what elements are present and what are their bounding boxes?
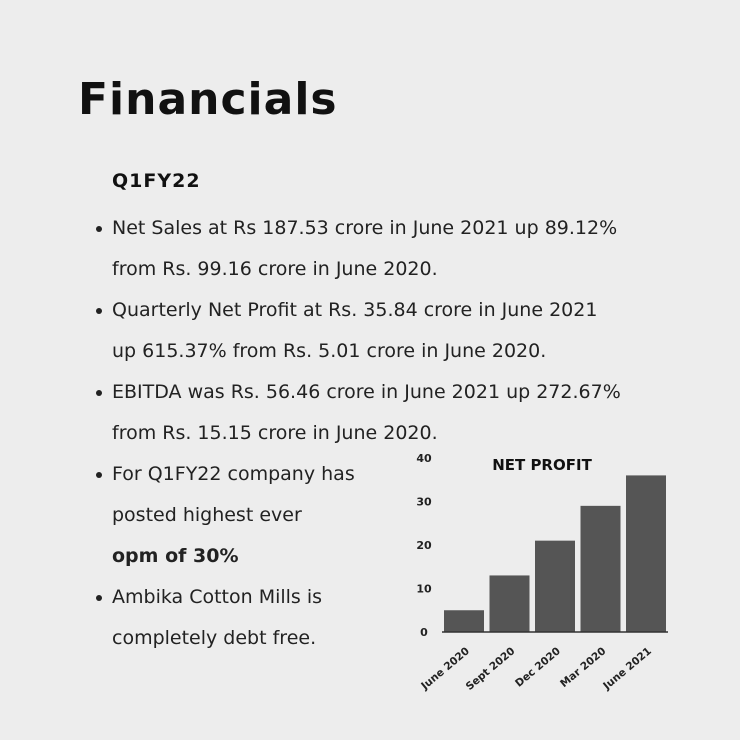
bullet-line: posted highest ever <box>112 504 302 526</box>
x-tick-label: June 2021 <box>601 645 654 693</box>
bar <box>490 575 530 632</box>
net-profit-chart <box>400 440 690 720</box>
bullet-line: from Rs. 99.16 crore in June 2020. <box>112 258 438 280</box>
section-subtitle: Q1FY22 <box>112 170 201 192</box>
bullet-line: Ambika Cotton Mills is <box>112 586 323 608</box>
chart-title: NET PROFIT <box>492 456 592 474</box>
bar <box>535 541 575 632</box>
bar <box>626 475 666 632</box>
bullet-line: Net Sales at Rs 187.53 crore in June 2021 up 89.12% <box>112 217 618 239</box>
bullet-line: For Q1FY22 company has <box>112 463 355 485</box>
y-tick-label: 40 <box>416 452 432 465</box>
y-tick-label: 30 <box>416 495 432 509</box>
bullet-dot <box>96 308 102 314</box>
bullet-dot <box>96 595 102 601</box>
bullet-item <box>96 290 621 372</box>
bullet-dot <box>96 472 102 478</box>
bullet-line: EBITDA was Rs. 56.46 crore in June 2021 up 272.67% <box>112 381 621 403</box>
x-tick-label: June 2020 <box>419 645 472 693</box>
x-axis <box>418 645 654 693</box>
page-title: Financials <box>78 74 338 125</box>
x-tick-label: Sept 2020 <box>463 645 518 693</box>
x-tick-label: Mar 2020 <box>558 645 609 691</box>
bar <box>444 610 484 632</box>
bullet-dot <box>96 390 102 396</box>
bullet-line: up 615.37% from Rs. 5.01 crore in June 2020. <box>112 340 547 362</box>
y-tick-label: 0 <box>420 626 428 639</box>
bullet-line: from Rs. 15.15 crore in June 2020. <box>112 422 438 444</box>
bullet-item <box>96 208 621 290</box>
y-axis <box>416 452 432 639</box>
y-tick-label: 20 <box>416 539 432 552</box>
x-tick-label: Dec 2020 <box>513 645 563 690</box>
y-tick-label: 10 <box>416 582 432 596</box>
bar <box>581 506 621 632</box>
bullet-line-highlight: opm of 30% <box>112 545 239 567</box>
bullet-line: completely debt free. <box>112 627 317 649</box>
bullet-dot <box>96 226 102 232</box>
bullet-line: Quarterly Net Profit at Rs. 35.84 crore in June 2021 <box>112 299 598 321</box>
bar-group <box>442 475 668 632</box>
